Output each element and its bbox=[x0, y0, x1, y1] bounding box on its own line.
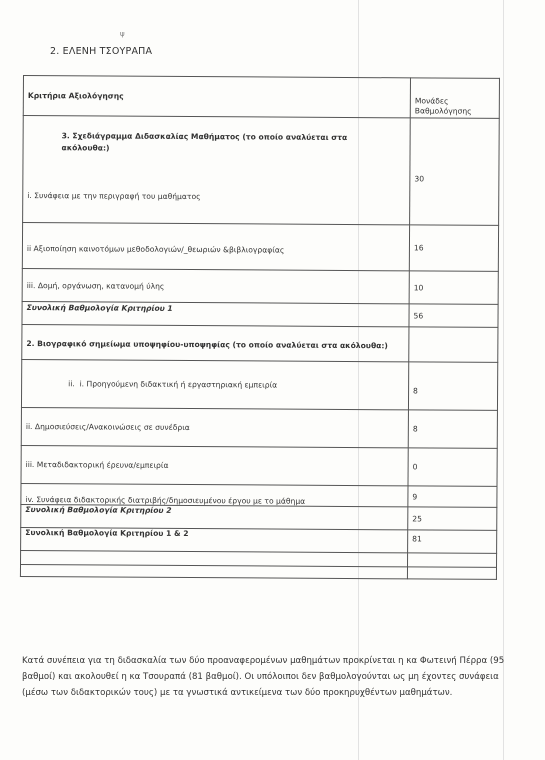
criterion-row-label: ii Αξιοποίηση καινοτόμων μεθοδολογιών/_θεωριών &βιβλιογραφίας bbox=[22, 223, 409, 271]
scan-artifact-line bbox=[503, 0, 504, 760]
table-row bbox=[22, 324, 498, 362]
total-1-2-score: 81 bbox=[408, 530, 497, 554]
criterion-row-label: ii. Δημοσιεύσεις/Ανακοινώσεις σε συνέδρια bbox=[21, 407, 408, 447]
criterion-row-label: iii. Μεταδιδακτορική έρευνα/εμπειρία bbox=[21, 445, 408, 485]
total-1-label: Συνολική Βαθμολογία Κριτηρίου 1 bbox=[22, 301, 409, 326]
table-row bbox=[23, 116, 500, 226]
criterion-row-score: 0 bbox=[408, 448, 497, 487]
criterion-row-score: 16 bbox=[409, 225, 498, 272]
criterion-row-label bbox=[21, 359, 408, 409]
candidate-heading: 2. ΕΛΕΝΗ ΤΣΟΥΡΑΠΑ bbox=[50, 46, 153, 57]
total-row bbox=[22, 301, 498, 327]
section-2-title: 2. Βιογραφικό σημείωμα υποψηφίου-υποψηφίας (το οποίο αναλύεται στα ακόλουθα:) bbox=[22, 324, 409, 361]
table-header-row bbox=[23, 76, 499, 119]
criterion-row-score: 10 bbox=[409, 271, 498, 305]
total-1-2-label: Συνολική Βαθμολογία Κριτηρίου 1 & 2 bbox=[21, 527, 408, 552]
section-1-title: 3. Σχεδιάγραμμα Διδασκαλίας Μαθήματος (το οποίο αναλύεται στα ακόλουθα:) bbox=[61, 131, 348, 153]
conclusion-paragraph: Κατά συνέπεια για τη διδασκαλία των δύο προαναφερομένων μαθημάτων προκρίνεται η κα Φωτεινή Πέρρα (95 βαθμοί) και ακολουθεί η κα Τσουραπά (81 βαθμοί). Οι υπόλοιποι δεν βαθμολογούνται ως μη έχοντες συνάφεια (μέσω των διδακτορικών τους) με τα γνωστικά αντικείμενα των δύο προκηρυχθέντων μαθημάτων. bbox=[22, 656, 505, 698]
table-row bbox=[21, 445, 497, 486]
table-row bbox=[21, 359, 497, 410]
criterion-row-label: iii. Δομή, οργάνωση, κατανομή ύλης bbox=[22, 268, 409, 303]
criterion-row-label: iv. Συνάφεια διδακτορικής διατριβής/δημοσιευμένου έργου με το μάθημα bbox=[21, 483, 408, 506]
criterion-1-cell bbox=[23, 116, 411, 225]
total-row bbox=[21, 504, 497, 530]
criterion-row-score: 30 bbox=[410, 118, 500, 226]
header-criteria: Κριτήρια Αξιολόγησης bbox=[23, 76, 410, 118]
row-text: i. Προηγούμενη διδακτική ή εργαστηριακή εμπειρία bbox=[79, 379, 278, 390]
table-row bbox=[22, 223, 498, 272]
table-row bbox=[22, 268, 498, 304]
total-row bbox=[21, 527, 497, 553]
total-2-label: Συνολική Βαθμολογία Κριτηρίου 2 bbox=[21, 504, 408, 529]
total-1-score: 56 bbox=[409, 304, 498, 328]
evaluation-table bbox=[20, 75, 500, 580]
criterion-row-score: 9 bbox=[408, 486, 497, 508]
table-row bbox=[20, 564, 496, 579]
criterion-row-score: 8 bbox=[408, 362, 497, 411]
criterion-row-score: 8 bbox=[408, 410, 497, 449]
total-2-score: 25 bbox=[408, 507, 497, 531]
scan-mark: ψ bbox=[120, 30, 125, 38]
table-row bbox=[21, 483, 497, 507]
header-points: Μονάδες Βαθμολόγησης bbox=[410, 78, 499, 119]
table-row bbox=[21, 407, 497, 448]
criterion-row-label: i. Συνάφεια με την περιγραφή του μαθήματος bbox=[27, 191, 201, 202]
row-prefix: ii. bbox=[68, 379, 75, 389]
